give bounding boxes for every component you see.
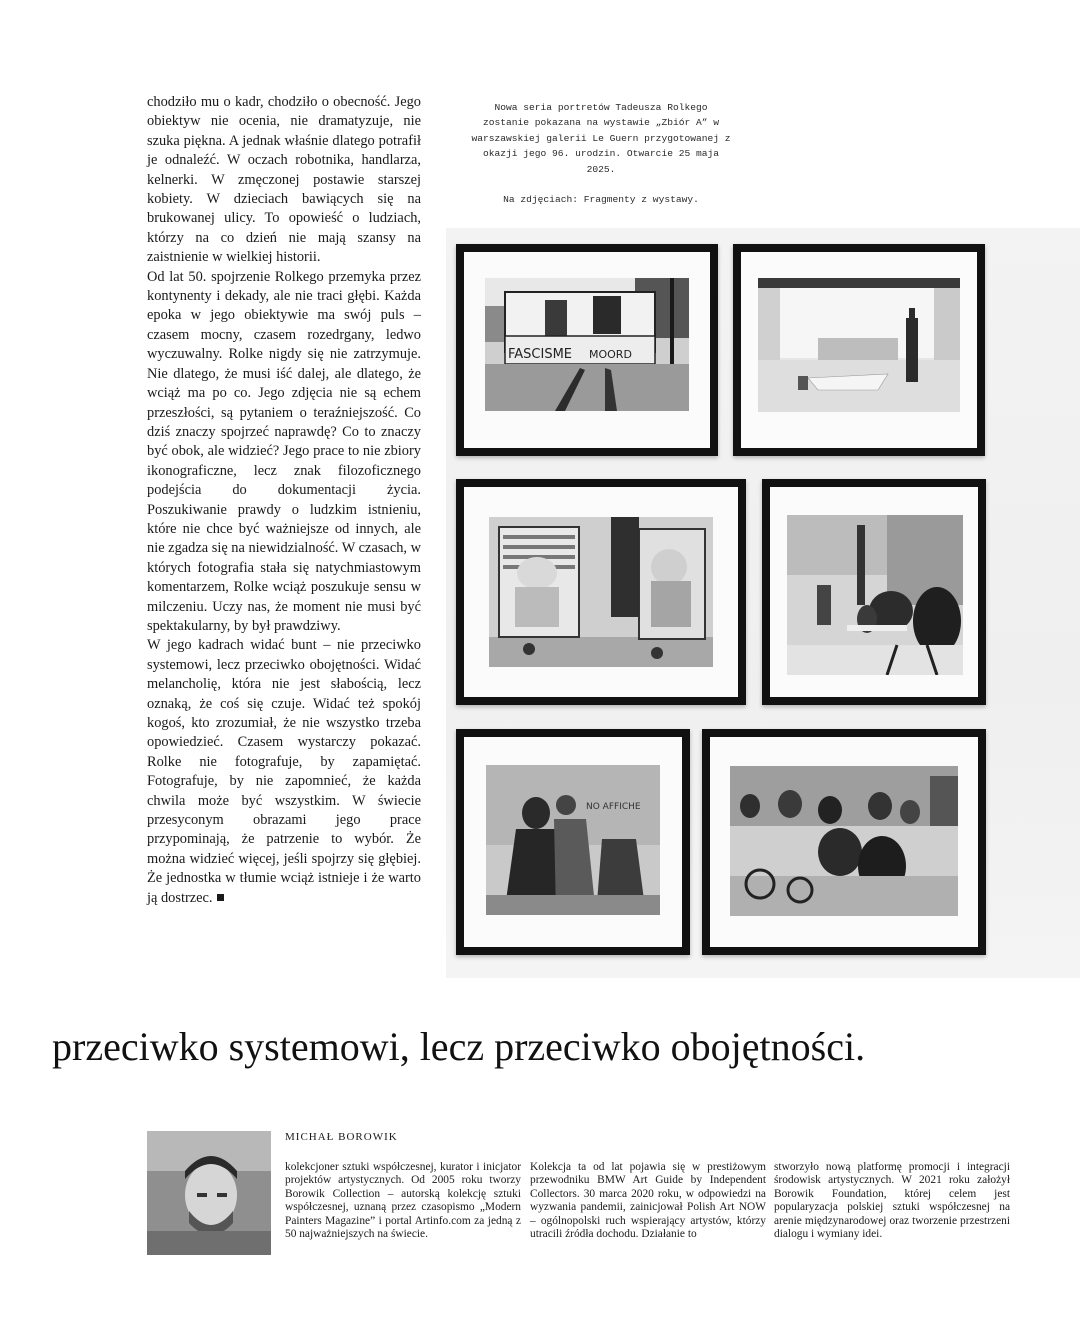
print-cafe-scene [787, 515, 963, 675]
author-name: MICHAŁ BOROWIK [285, 1131, 398, 1143]
author-bio-text-3: stworzyło nową platformę promocji i integracji środowisk artystycznych. W 2021 roku założył Borowik Foundation, której celem jest popularyzacja polskiej sztuki współczesnej na arenie międzynarodowej oraz tworzenie przestrzeni dialogu i wymiany idei. [774, 1161, 1010, 1241]
print-mat [464, 487, 738, 697]
print-mat [710, 737, 978, 947]
author-bio-column-1 [285, 1161, 521, 1241]
framed-print-graffiti [456, 244, 718, 456]
print-mat [464, 252, 710, 448]
graffiti-text-left: FASCISME [508, 347, 573, 362]
graffiti-text-right: MOORD [589, 348, 632, 361]
author-bio-text-1: kolekcjoner sztuki współczesnej, kurator i inicjator projektów artystycznych. Od 2005 roku tworzy Borowik Collection – autorską kolekcję sztuki współczesnej, uznaną przez czasopismo „Modern Painters Magazine” i portal Artinfo.com za jedną z 50 najważniejszych na świecie. [285, 1161, 521, 1241]
author-bio-column-3 [774, 1161, 1010, 1241]
print-window-still-life [758, 278, 960, 412]
framed-print-cafe [762, 479, 986, 705]
end-of-article-mark [217, 894, 224, 901]
exhibition-photo [446, 228, 1080, 978]
caption-main: Nowa seria portretów Tadeusza Rolkego zostanie pokazana na wystawie „Zbiór A” w warszawskiej galerii Le Guern przygotowanej z okazji jego 96. urodzin. Otwarcie 25 maja 2025. [471, 102, 731, 175]
print-mat [770, 487, 978, 697]
framed-print-window [733, 244, 985, 456]
print-interior-gathering [730, 766, 958, 916]
framed-print-babies [456, 479, 746, 705]
photo-caption [470, 100, 732, 207]
framed-print-street [456, 729, 690, 955]
framed-print-interior [702, 729, 986, 955]
author-bio-text-2: Kolekcja ta od lat pojawia się w prestiżowym przewodniku BMW Art Guide by Independent Collectors. 30 marca 2020 roku, w odpowiedzi na wyzwania pandemii, zainicjował Polish Art NOW – ogólnopolski ruch wspierający artystów, którzy utracili źródła dochodu. Działanie to [530, 1161, 766, 1241]
article-paragraph-3-text: W jego kadrach widać bunt – nie przeciwko systemowi, lecz przeciwko obojętności. Widać melancholię, która nie jest słabością, lecz oznaką, że coś się czuje. Widać też spokój kogoś, kto zrozumiał, że nie wszystko trzeba opowiedzieć. Czasem wystarczy pokazać. Rolke nie fotografuje, by zapamiętać. Fotografuje, by nie zapomnieć, że każda chwila może być wszystkim. W świecie przesyconym obrazami jego prace przypominają, że patrzenie to wybór. Że można widzieć więcej, jeśli spojrzy się głębiej. Że jednostka w tłumie wciąż istnieje i że warto ją dostrzec. [147, 637, 421, 906]
article-paragraph-3 [147, 636, 421, 908]
article-paragraph-1: chodziło mu o kadr, chodziło o obecność. Jego obiektyw nie ocenia, nie dramatyzuje, nie szuka piękna. A jednak właśnie dlatego potrafił je odnaleźć. W oczach robotnika, handlarza, kelnerki. W zmęczonej postawie starszej kobiety. W dzieciach bawiących się na brukowanej ulicy. To opowieść o ludziach, którzy na co dzień nie mają szansy na zaistnienie w wielkiej historii. [147, 94, 421, 266]
print-babies-in-strollers [489, 517, 713, 667]
print-mat [741, 252, 977, 448]
wall-sign-text: NO AFFICHE [586, 802, 641, 812]
article-paragraph-2: Od lat 50. spojrzenie Rolkego przemyka przez kontynenty i dekady, ale nie traci głębi. Każda epoka w jego obiektywie ma swój puls – czasem mocny, czasem rozedrgany, ledwo wyczuwalny. Rolke nigdy się nie zatrzymuje. Nie dlatego, że musi iść dalej, ale dlatego, że wciąż ma po co. Jego zdjęcia nie są echem przeszłości, są pytaniem o teraźniejszość. Co dziś znaczy spojrzeć naprawdę? Co to znaczy być obok, ale widzieć? Jego prace to nie zbiory ikonograficzne, lecz znak filozoficznego podejścia do dokumentacji życia. Poszukiwanie prawdy o ludzkim istnieniu, które nie chce być ważniejsze od innych, ale nie zgadza się na niewidzialność. W czasach, w których fotografia stała się natychmiastowym komentarzem, Rolke wciąż poszukuje sensu w milczeniu. Uczy nas, że moment nie musi być spektakularny, by był prawdziwy. [147, 268, 421, 634]
pull-quote: przeciwko systemowi, lecz przeciwko obojętności. [52, 1024, 866, 1069]
author-portrait [147, 1131, 271, 1255]
print-mat [464, 737, 682, 947]
author-bio-column-2 [530, 1161, 766, 1241]
print-street-figures [486, 765, 660, 915]
article-body [147, 93, 421, 908]
print-graffiti-bus-stop [485, 278, 689, 411]
caption-photos-note: Na zdjęciach: Fragmenty z wystawy. [503, 194, 699, 206]
